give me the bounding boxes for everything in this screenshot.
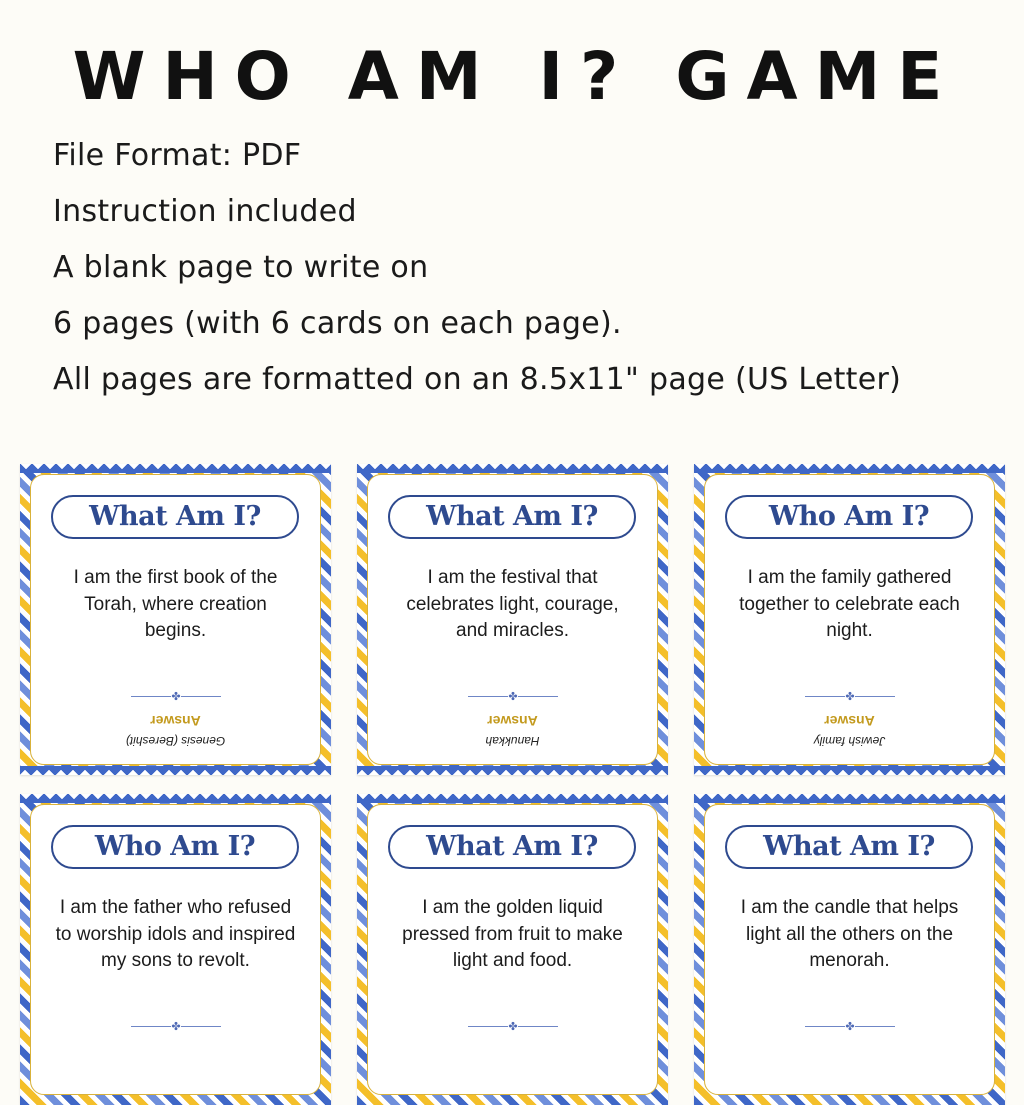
ornament-divider <box>468 692 558 702</box>
answer-value: Jewish family <box>813 734 886 748</box>
flourish-icon: ✤ <box>508 691 518 703</box>
feature-instructions: Instruction included <box>53 194 357 229</box>
card-heading: What Am I? <box>388 495 636 539</box>
flourish-icon: ✤ <box>171 1021 181 1033</box>
answer-value: Hanukkah <box>485 734 540 748</box>
card-clue: I am the golden liquid pressed from fruit to make light and food. <box>402 897 623 971</box>
flourish-icon: ✤ <box>508 1021 518 1033</box>
answer-block <box>368 707 657 751</box>
card-clue: I am the festival that celebrates light, courage, and miracles. <box>406 567 619 641</box>
answer-value: Genesis (Bereshit) <box>125 734 226 748</box>
card-heading: What Am I? <box>388 825 636 869</box>
feature-page-count: 6 pages (with 6 cards on each page). <box>53 306 622 341</box>
answer-block <box>31 707 320 751</box>
page-title: WHO AM I? GAME <box>72 38 960 115</box>
card-clue: I am the candle that helps light all the others on the menorah. <box>740 897 959 971</box>
answer-label: Answer <box>487 713 538 729</box>
card-clue: I am the first book of the Torah, where creation begins. <box>73 567 278 641</box>
game-card <box>20 794 331 1105</box>
feature-page-format: All pages are formatted on an 8.5x11" page (US Letter) <box>53 362 902 397</box>
flourish-icon: ✤ <box>171 691 181 703</box>
card-heading: What Am I? <box>51 495 299 539</box>
card-clue: I am the father who refused to worship idols and inspired my sons to revolt. <box>55 897 296 971</box>
answer-block <box>705 707 994 751</box>
game-card <box>694 794 1005 1105</box>
flourish-icon: ✤ <box>845 1021 855 1033</box>
answer-label: Answer <box>150 713 201 729</box>
feature-list <box>53 134 901 414</box>
card-clue: I am the family gathered together to celebrate each night. <box>739 567 960 641</box>
card-heading: What Am I? <box>725 825 973 869</box>
feature-blank-page: A blank page to write on <box>53 250 429 285</box>
ornament-divider <box>805 692 895 702</box>
card-heading: Who Am I? <box>51 825 299 869</box>
game-card <box>20 464 331 775</box>
feature-file-format: File Format: PDF <box>53 138 302 173</box>
ornament-divider <box>131 692 221 702</box>
flourish-icon: ✤ <box>845 691 855 703</box>
game-card <box>357 794 668 1105</box>
card-heading: Who Am I? <box>725 495 973 539</box>
answer-label: Answer <box>824 713 875 729</box>
game-card <box>357 464 668 775</box>
game-card <box>694 464 1005 775</box>
